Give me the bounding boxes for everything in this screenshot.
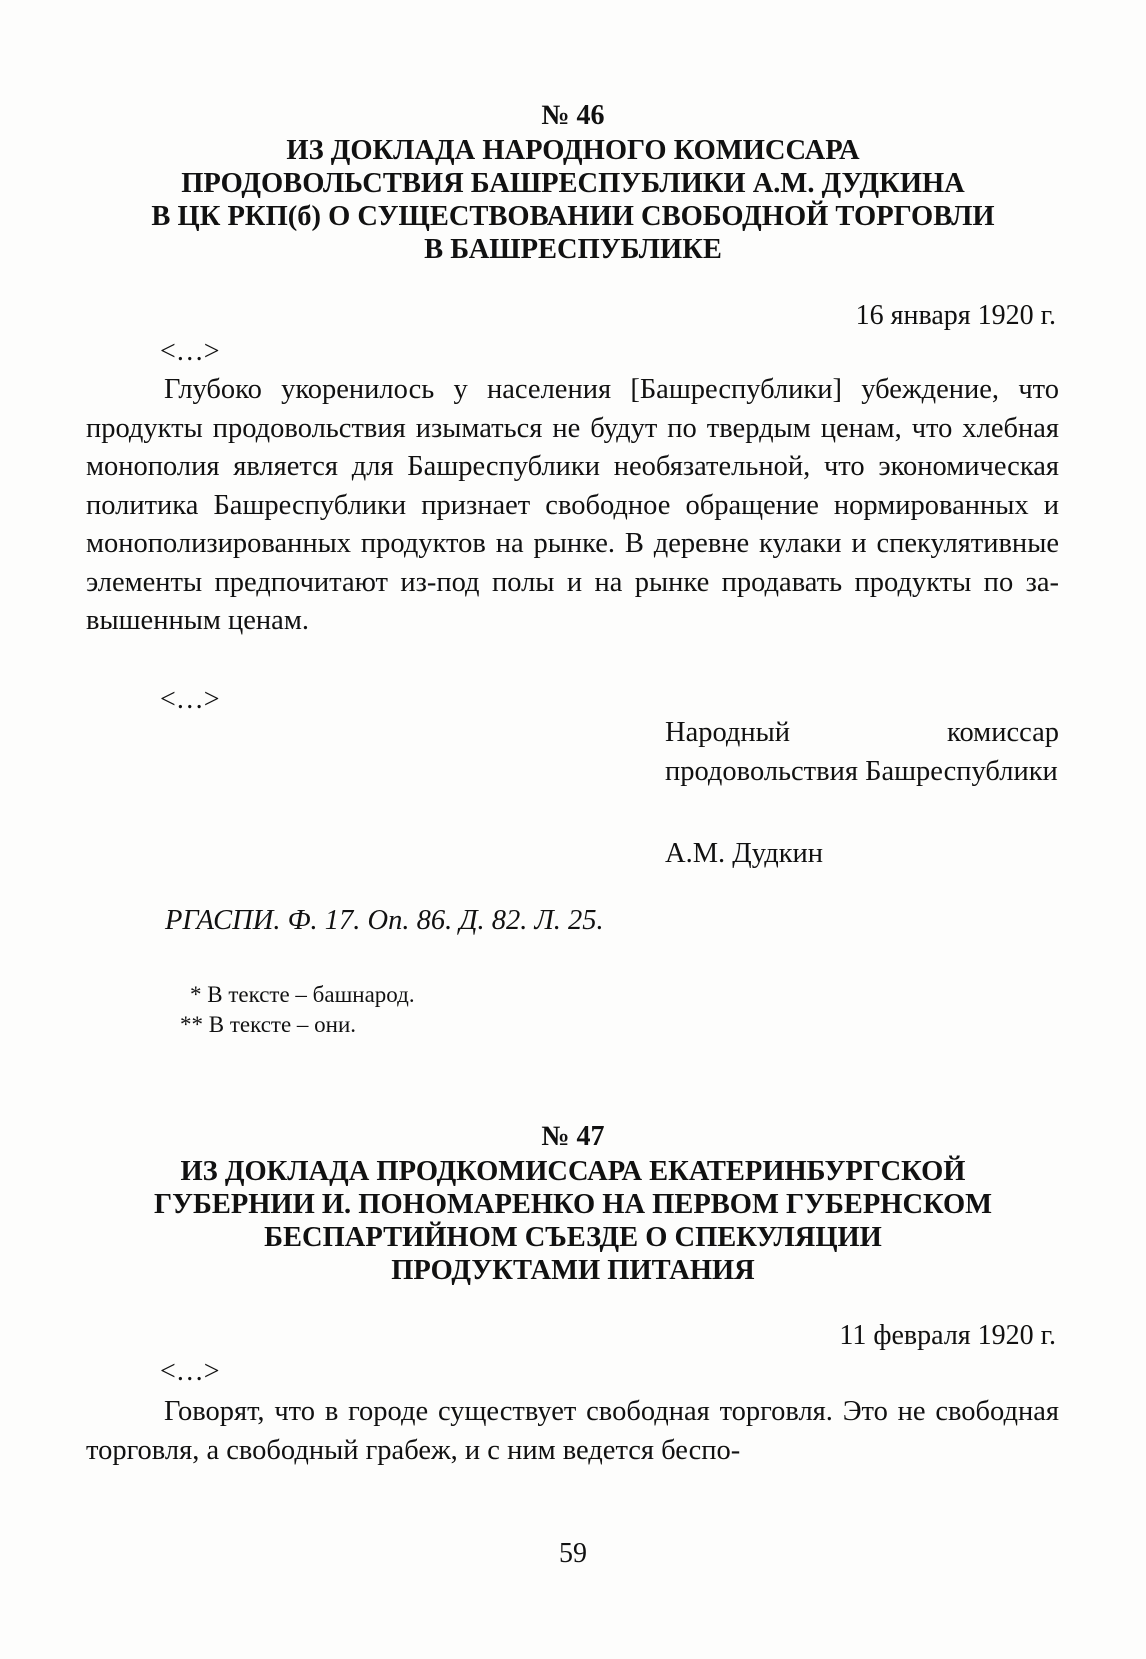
doc46-date: 16 января 1920 г. [855, 300, 1056, 331]
doc47-number: № 47 [541, 1121, 605, 1152]
doc46-footnote-2: ** В тексте – они. [180, 1012, 357, 1037]
doc46-paragraph: Глубоко укоренилось у населения [Башреспублики] убеждение, что продукты продовольствия изыматься не будут по твердым ценам, что хлебная монополия является для Башреспублики необязательной, что экономическая политика Башреспублики признает свободное обращение нормированных и монополизированных продуктов на рынке. В деревне кулаки и спекулятивные элементы предпочитают из-под полы и на рынке продавать продукты по завышенным ценам. [86, 374, 1059, 636]
doc46-title-line: ПРОДОВОЛЬСТВИЯ БАШРЕСПУБЛИКИ А.М. ДУДКИНА [181, 168, 965, 199]
doc47-title-line: БЕСПАРТИЙНОМ СЪЕЗДЕ О СПЕКУЛЯЦИИ [264, 1222, 882, 1253]
doc46-archive-source: РГАСПИ. Ф. 17. Оп. 86. Д. 82. Л. 25. [165, 905, 604, 936]
doc46-footnote-1: * В тексте – башнарод. [190, 982, 415, 1007]
doc46-number: № 46 [541, 100, 605, 131]
doc47-title-line: ГУБЕРНИИ И. ПОНОМАРЕНКО НА ПЕРВОМ ГУБЕРНСКОМ [153, 1189, 993, 1220]
doc47-title-line: ПРОДУКТАМИ ПИТАНИЯ [391, 1255, 755, 1286]
doc47-title [90, 1155, 1056, 1287]
doc46-signature-name: А.М. Дудкин [665, 838, 824, 869]
doc46-title-line: В ЦК РКП(б) О СУЩЕСТВОВАНИИ СВОБОДНОЙ ТОРГОВЛИ [151, 201, 995, 232]
doc46-ellipsis-bottom: <…> [160, 684, 220, 715]
doc46-signature-position: Народный комиссар продовольствия Башреспублики [665, 717, 1059, 787]
doc46-title [90, 134, 1056, 266]
doc46-title-line: ИЗ ДОКЛАДА НАРОДНОГО КОМИССАРА [286, 135, 860, 166]
page-number: 59 [559, 1538, 587, 1569]
doc47-paragraph: Говорят, что в городе существует свободная торговля. Это не свободная торговля, а свободный грабеж, и с ним ведется беспо- [86, 1396, 1059, 1466]
doc47-title-line: ИЗ ДОКЛАДА ПРОДКОМИССАРА ЕКАТЕРИНБУРГСКОЙ [180, 1156, 966, 1187]
doc47-date: 11 февраля 1920 г. [839, 1320, 1056, 1351]
doc46-ellipsis-top: <…> [160, 336, 220, 367]
doc46-title-line: В БАШРЕСПУБЛИКЕ [424, 234, 722, 265]
doc47-ellipsis-top: <…> [160, 1356, 220, 1387]
